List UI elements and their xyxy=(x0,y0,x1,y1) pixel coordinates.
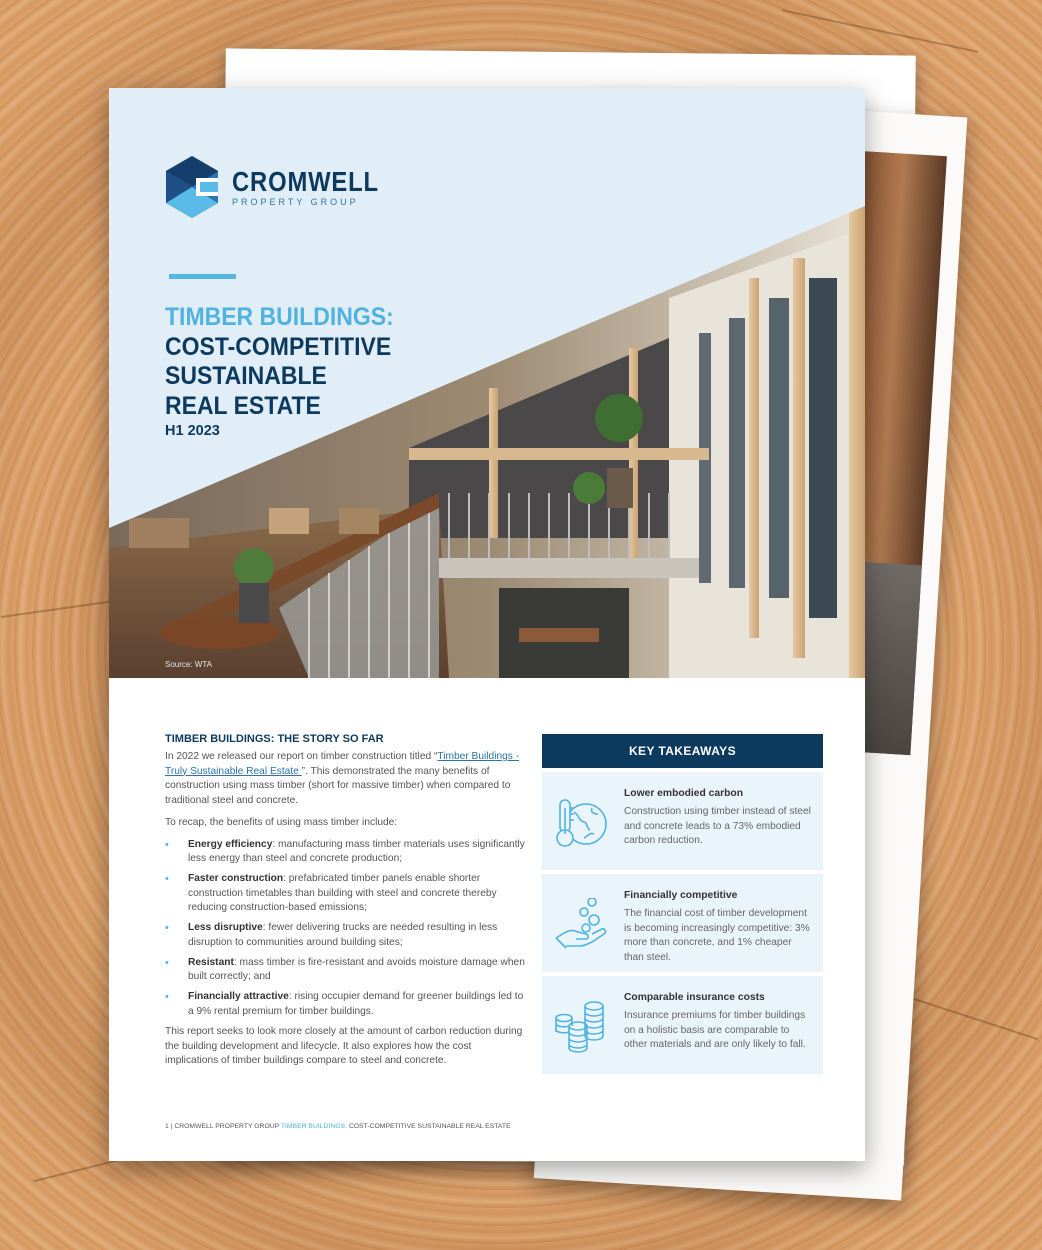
benefit-item xyxy=(165,872,525,916)
story-recap: To recap, the benefits of using mass timber include: xyxy=(165,816,398,828)
title-line-1: TIMBER BUILDINGS: xyxy=(165,303,394,331)
hand-coins-icon xyxy=(554,898,612,956)
brand-tagline: PROPERTY GROUP xyxy=(232,196,359,207)
takeaway-title: Financially competitive xyxy=(624,890,738,901)
benefit-text: : manufacturing mass timber materials uses significantly less energy than steel and concrete production; xyxy=(188,838,525,865)
takeaway-card-financial xyxy=(542,874,823,972)
takeaway-title: Lower embodied carbon xyxy=(624,788,744,799)
title-accent-bar xyxy=(169,274,236,279)
brand-name: CROMWELL xyxy=(232,165,379,197)
title-line-3: SUSTAINABLE xyxy=(165,362,327,390)
title-line-4: REAL ESTATE xyxy=(165,391,321,420)
benefit-term: Financially attractive xyxy=(188,991,289,1003)
thermometer-globe-icon xyxy=(554,796,612,854)
previous-report-link[interactable]: Timber Buildings - Truly Sustainable Real Estate xyxy=(165,751,520,777)
intro-text-end: ”. This demonstrated the many benefits of construction using mass timber (short for massive timber) when compared to traditional steel and concrete. xyxy=(165,765,511,807)
footer-rest: COST-COMPETITIVE SUSTAINABLE REAL ESTATE xyxy=(346,1123,511,1130)
benefit-term: Faster construction xyxy=(188,873,284,885)
benefit-item xyxy=(165,990,525,1019)
document-page xyxy=(109,88,865,1161)
report-title xyxy=(165,303,414,439)
footer-highlight: TIMBER BUILDINGS: xyxy=(280,1123,347,1130)
benefits-list xyxy=(165,838,525,1020)
page-footer xyxy=(165,1123,511,1130)
hero-section xyxy=(109,88,865,678)
coin-stacks-icon xyxy=(554,1000,612,1058)
story-column xyxy=(165,733,525,1076)
cromwell-logo xyxy=(166,156,405,218)
intro-text-start: In 2022 we released our report on timber construction titled “ xyxy=(165,751,438,762)
photo-source-caption: Source: WTA xyxy=(165,660,212,669)
takeaway-title: Comparable insurance costs xyxy=(624,992,765,1003)
takeaway-body: The financial cost of timber development is becoming increasingly competitive: 3% more than concrete, and 1% cheaper than steel. xyxy=(624,908,810,963)
benefit-item xyxy=(165,838,525,867)
benefit-term: Energy efficiency xyxy=(188,838,273,850)
benefit-text: : prefabricated timber panels enable shorter construction timetables than building with steel and concrete thereby reducing construction-based emissions; xyxy=(188,873,497,914)
benefit-text: : fewer delivering trucks are needed resulting in less disruption to communities around building sites; xyxy=(188,922,498,948)
title-line-2: COST-COMPETITIVE xyxy=(165,332,392,361)
benefit-item xyxy=(165,921,525,950)
benefit-text: : mass timber is fire-resistant and avoids moisture damage when built correctly; and xyxy=(188,956,525,983)
takeaway-body: Construction using timber instead of steel and concrete leads to a 73% embodied carbon reduction. xyxy=(624,806,811,847)
story-closing: This report seeks to look more closely at the amount of carbon reduction during the building development and lifecycle. It also explores how the cost implications of timber buildings compare to steel and concrete. xyxy=(165,1026,523,1067)
key-takeaways-panel xyxy=(542,734,823,1074)
benefit-text: : rising occupier demand for greener buildings led to a 9% rental premium for timber buildings. xyxy=(188,991,524,1017)
benefit-term: Less disruptive xyxy=(188,922,263,934)
footer-page: 1 | CROMWELL PROPERTY GROUP xyxy=(165,1123,281,1130)
key-takeaways-heading: KEY TAKEAWAYS xyxy=(542,734,823,768)
takeaway-card-carbon xyxy=(542,772,823,870)
takeaway-body: Insurance premiums for timber buildings on a holistic basis are comparable to other materials and are only likely to fall. xyxy=(624,1010,806,1051)
story-heading: TIMBER BUILDINGS: THE STORY SO FAR xyxy=(165,733,384,745)
benefit-item xyxy=(165,956,525,985)
hexagon-logo-icon xyxy=(166,156,218,218)
benefit-term: Resistant xyxy=(188,956,234,968)
story-intro xyxy=(165,750,525,809)
report-period: H1 2023 xyxy=(165,423,220,439)
takeaway-card-insurance xyxy=(542,976,823,1074)
